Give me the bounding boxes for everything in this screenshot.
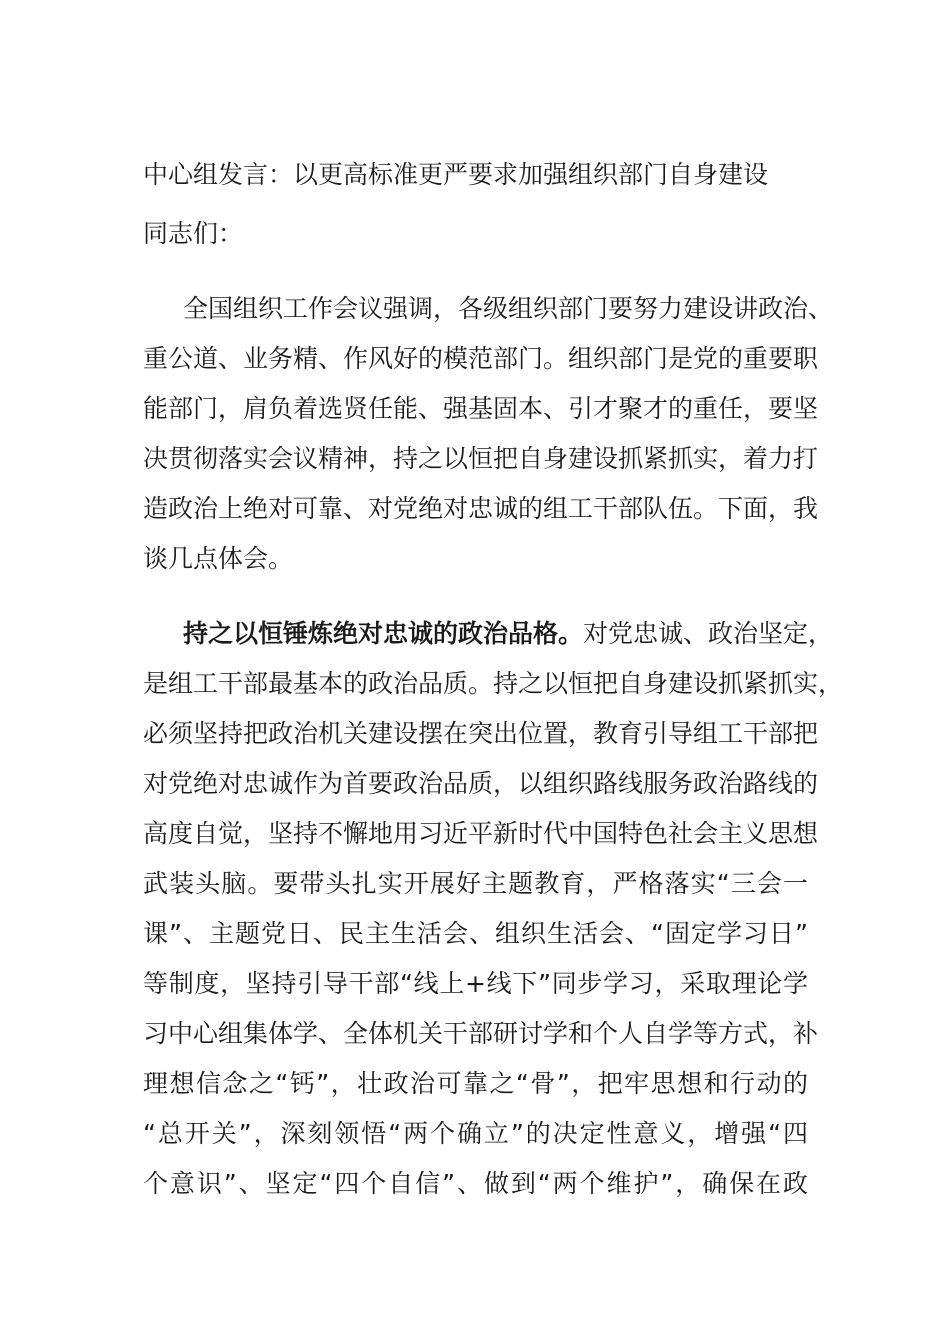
heading-line-rest: 对党忠诚、政治坚定， [583, 619, 834, 648]
paragraph-line: 是组工干部最基本的政治品质。持之以恒把自身建设抓紧抓实， [143, 669, 844, 698]
paragraph-line: 造政治上绝对可靠、对党绝对忠诚的组工干部队伍。下面，我 [143, 494, 819, 523]
paragraph-political-loyalty [143, 609, 844, 1209]
paragraph-line: 理想信念之“钙”，壮政治可靠之“骨”，把牢思想和行动的 [143, 1069, 808, 1098]
paragraph-line: 武装头脑。要带头扎实开展好主题教育，严格落实“三会一 [143, 869, 808, 898]
paragraph-line: 重公道、业务精、作风好的模范部门。组织部门是党的重要职 [143, 344, 819, 373]
document-title: 中心组发言：以更高标准更严要求加强组织部门自身建设 [143, 160, 769, 189]
paragraph-line: 等制度，坚持引导干部“线上+线下”同步学习，采取理论学 [143, 969, 808, 998]
greeting: 同志们： [143, 219, 244, 248]
paragraph-line: “总开关”，深刻领悟“两个确立”的决定性意义，增强“四 [143, 1119, 808, 1148]
paragraph-line [143, 609, 834, 659]
paragraph-intro [143, 284, 834, 584]
paragraph-line: 谈几点体会。 [143, 544, 294, 573]
paragraph-line: 全国组织工作会议强调，各级组织部门要努力建设讲政治、 [183, 294, 834, 323]
paragraph-line: 能部门，肩负着选贤任能、强基固本、引才聚才的重任，要坚 [143, 394, 819, 423]
paragraph-line: 个意识”、坚定“四个自信”、做到“两个维护”，确保在政 [143, 1169, 808, 1198]
section-heading: 持之以恒锤炼绝对忠诚的政治品格。 [183, 619, 584, 648]
paragraph-line: 高度自觉，坚持不懈地用习近平新时代中国特色社会主义思想 [143, 819, 819, 848]
document-body [143, 150, 844, 1209]
paragraph-line: 决贯彻落实会议精神，持之以恒把自身建设抓紧抓实，着力打 [143, 444, 819, 473]
paragraph-line: 必须坚持把政治机关建设摆在突出位置，教育引导组工干部把 [143, 719, 819, 748]
paragraph-line: 习中心组集体学、全体机关干部研讨学和个人自学等方式，补 [143, 1019, 819, 1048]
paragraph-line: 课”、主题党日、民主生活会、组织生活会、“固定学习日” [143, 919, 808, 948]
paragraph-line: 对党绝对忠诚作为首要政治品质，以组织路线服务政治路线的 [143, 769, 819, 798]
